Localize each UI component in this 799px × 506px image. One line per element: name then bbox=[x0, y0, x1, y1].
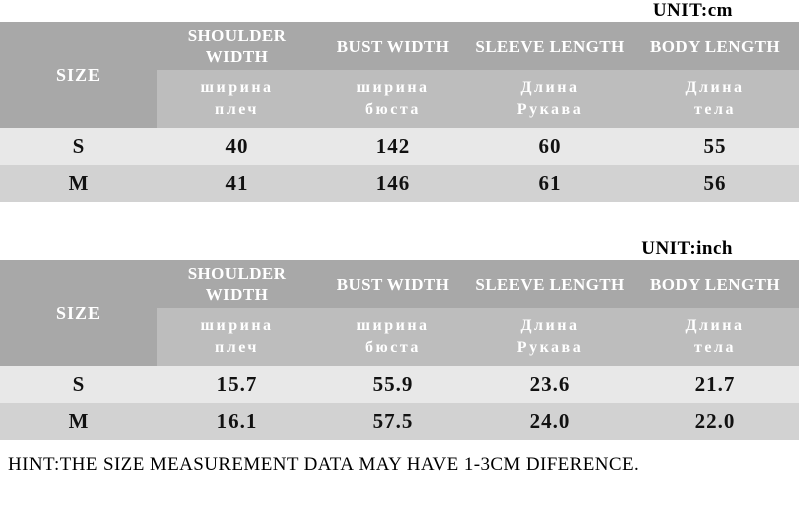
header-bust-width bbox=[317, 22, 469, 70]
header-body-length-ru-line2: тела bbox=[694, 101, 736, 118]
cell-shoulder-width: 40 bbox=[157, 128, 317, 165]
header-sleeve-length bbox=[469, 22, 631, 70]
row-size: M bbox=[0, 403, 157, 440]
cell-bust-width: 57.5 bbox=[317, 403, 469, 440]
header-sleeve-length-line1: SLEEVE bbox=[475, 36, 545, 56]
header-body-length-ru bbox=[631, 70, 799, 128]
header-body-length-line1: BODY bbox=[650, 274, 701, 294]
cell-body-length: 56 bbox=[631, 165, 799, 202]
table-row bbox=[0, 165, 799, 202]
header-shoulder-width-ru bbox=[157, 308, 317, 366]
header-body-length-ru-line2: тела bbox=[694, 339, 736, 356]
size-table-inch bbox=[0, 260, 799, 440]
header-size: SIZE bbox=[0, 260, 157, 366]
header-sleeve-length-ru-line1: Длина bbox=[520, 79, 580, 96]
row-size: M bbox=[0, 165, 157, 202]
header-shoulder-width bbox=[157, 260, 317, 308]
table-separator bbox=[0, 202, 799, 238]
cell-sleeve-length: 60 bbox=[469, 128, 631, 165]
header-bust-width-ru-line2: бюста bbox=[365, 339, 421, 356]
cell-sleeve-length: 61 bbox=[469, 165, 631, 202]
header-body-length-ru-line1: Длина bbox=[685, 317, 745, 334]
header-size: SIZE bbox=[0, 22, 157, 128]
header-shoulder-width bbox=[157, 22, 317, 70]
table-header-row bbox=[0, 260, 799, 308]
header-sleeve-length-line2: LENGTH bbox=[549, 274, 625, 294]
header-shoulder-width-ru bbox=[157, 70, 317, 128]
header-shoulder-width-line2: WIDTH bbox=[205, 47, 269, 66]
header-sleeve-length-line2: LENGTH bbox=[549, 36, 625, 56]
header-body-length-ru bbox=[631, 308, 799, 366]
header-sleeve-length-ru bbox=[469, 70, 631, 128]
header-bust-width bbox=[317, 260, 469, 308]
header-shoulder-width-ru-line1: ширина bbox=[200, 79, 274, 96]
header-shoulder-width-line1: SHOULDER bbox=[187, 264, 287, 283]
header-shoulder-width-line2: WIDTH bbox=[205, 285, 269, 304]
cell-shoulder-width: 16.1 bbox=[157, 403, 317, 440]
header-body-length-line2: LENGTH bbox=[704, 274, 780, 294]
cell-shoulder-width: 41 bbox=[157, 165, 317, 202]
cell-bust-width: 142 bbox=[317, 128, 469, 165]
header-sleeve-length bbox=[469, 260, 631, 308]
header-body-length bbox=[631, 260, 799, 308]
cell-bust-width: 55.9 bbox=[317, 366, 469, 403]
header-bust-width-ru-line1: ширина bbox=[356, 317, 430, 334]
header-bust-width-line2: WIDTH bbox=[386, 36, 450, 56]
header-sleeve-length-ru-line2: Рукава bbox=[516, 339, 584, 356]
header-bust-width-line2: WIDTH bbox=[386, 274, 450, 294]
header-bust-width-line1: BUST bbox=[336, 274, 383, 294]
header-body-length-line1: BODY bbox=[650, 36, 701, 56]
header-sleeve-length-ru-line2: Рукава bbox=[516, 101, 584, 118]
header-bust-width-ru-line2: бюста bbox=[365, 101, 421, 118]
unit-label-cm: UNIT:cm bbox=[652, 0, 733, 21]
header-bust-width-line1: BUST bbox=[336, 36, 383, 56]
header-body-length-ru-line1: Длина bbox=[685, 79, 745, 96]
table-row bbox=[0, 366, 799, 403]
header-sleeve-length-line1: SLEEVE bbox=[475, 274, 545, 294]
cell-shoulder-width: 15.7 bbox=[157, 366, 317, 403]
cell-body-length: 22.0 bbox=[631, 403, 799, 440]
header-body-length-line2: LENGTH bbox=[704, 36, 780, 56]
cell-sleeve-length: 24.0 bbox=[469, 403, 631, 440]
row-size: S bbox=[0, 366, 157, 403]
cell-bust-width: 146 bbox=[317, 165, 469, 202]
cell-body-length: 55 bbox=[631, 128, 799, 165]
cell-body-length: 21.7 bbox=[631, 366, 799, 403]
header-shoulder-width-ru-line2: плеч bbox=[215, 339, 259, 356]
cell-sleeve-length: 23.6 bbox=[469, 366, 631, 403]
header-body-length bbox=[631, 22, 799, 70]
table-header-row bbox=[0, 22, 799, 70]
table-row bbox=[0, 403, 799, 440]
unit-label-inch: UNIT:inch bbox=[641, 238, 733, 259]
header-sleeve-length-ru bbox=[469, 308, 631, 366]
row-size: S bbox=[0, 128, 157, 165]
header-shoulder-width-line1: SHOULDER bbox=[187, 26, 287, 45]
header-sleeve-length-ru-line1: Длина bbox=[520, 317, 580, 334]
table-row bbox=[0, 128, 799, 165]
header-bust-width-ru bbox=[317, 308, 469, 366]
header-bust-width-ru bbox=[317, 70, 469, 128]
header-shoulder-width-ru-line1: ширина bbox=[200, 317, 274, 334]
measurement-hint: HINT:THE SIZE MEASUREMENT DATA MAY HAVE 1-3CM DIFERENCE. bbox=[8, 454, 640, 475]
header-bust-width-ru-line1: ширина bbox=[356, 79, 430, 96]
size-table-cm bbox=[0, 22, 799, 202]
header-shoulder-width-ru-line2: плеч bbox=[215, 101, 259, 118]
